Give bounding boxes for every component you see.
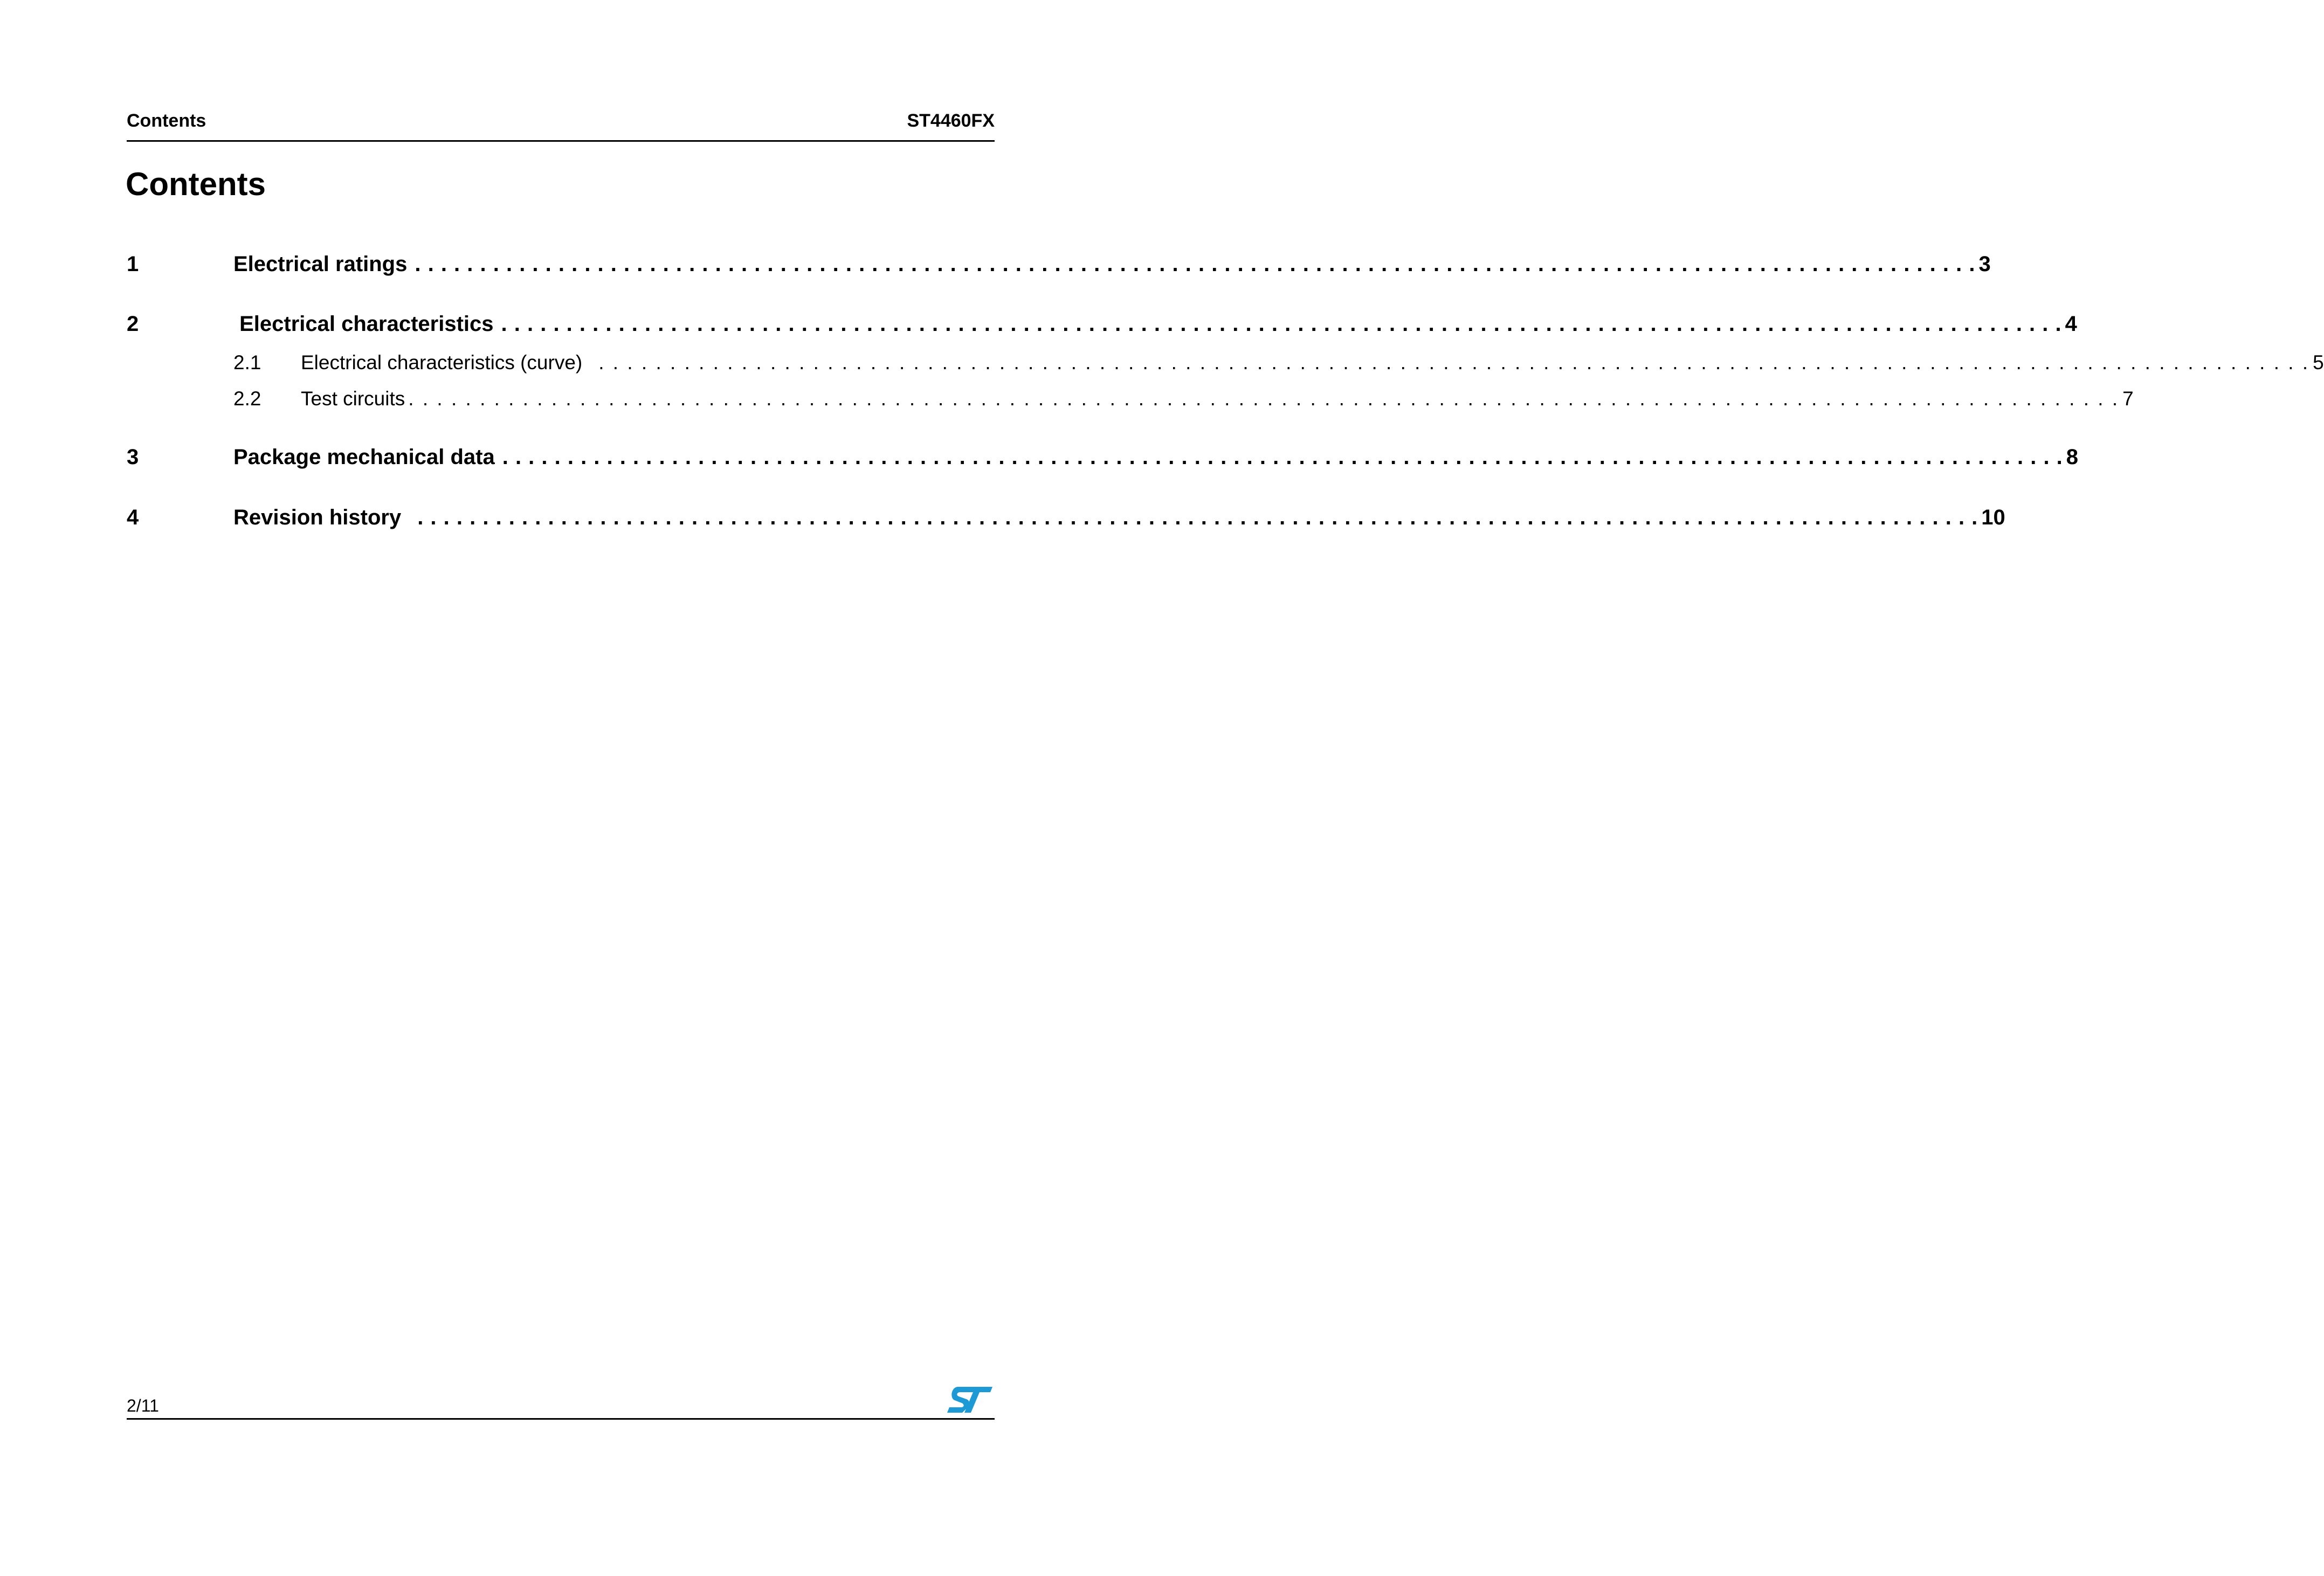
toc-entry-link[interactable]	[233, 251, 1991, 277]
header-document-id: ST4460FX	[907, 110, 995, 131]
toc-entry-link[interactable]	[233, 504, 2005, 530]
toc-entry-number: 3	[127, 445, 139, 469]
toc-entry-link[interactable]	[233, 311, 2077, 337]
toc-entry-title: Test circuits	[301, 388, 405, 410]
toc-entry-page: 3	[1978, 252, 1991, 276]
page-footer	[127, 1388, 995, 1420]
toc-entry-page: 4	[2065, 312, 2077, 336]
toc-entry-title: Revision history	[233, 506, 402, 529]
toc-entry-package-mechanical-data[interactable]	[127, 443, 2079, 473]
toc-entry-link[interactable]	[301, 386, 2134, 412]
toc-entry-title: Electrical characteristics (curve)	[301, 351, 583, 374]
toc-entry-number: 2	[127, 312, 139, 336]
toc-entry-number: 2.1	[233, 351, 261, 374]
toc-entry-title: Package mechanical data	[233, 445, 495, 469]
st-logo-icon	[947, 1386, 992, 1414]
toc-entry-link[interactable]	[301, 350, 2324, 376]
toc-dot-leader: . . . . . . . . . . . . . . . . . . . . . . . . . . . . . . . . . . . . . . . . . . . . . . . . . . . . . . . . . . . . . . . . . . . . . . . . . . . . . . . . . . . . . . . . . . . . . . . . . . . . . . . . . . . . . . . . . . . . . . . .	[415, 252, 1976, 276]
footer-page-number: 2/11	[127, 1396, 159, 1415]
header-section-title: Contents	[127, 110, 206, 131]
toc-entry-number: 4	[127, 506, 139, 529]
toc-entry-electrical-characteristics[interactable]	[127, 310, 2077, 340]
page-header	[127, 108, 995, 142]
toc-entry-page: 8	[2066, 445, 2079, 469]
toc-entry-title: Electrical characteristics	[233, 312, 494, 336]
toc-entry-number: 1	[127, 252, 139, 276]
toc-dot-leader: . . . . . . . . . . . . . . . . . . . . . . . . . . . . . . . . . . . . . . . . . . . . . . . . . . . . . . . . . . . . . . . . . . . . . . . . . . . . . . . . . . . . . . . . . . . . . . . . . . . . . . . . . . . . . . . . . . . . . . . .	[408, 388, 2120, 410]
toc-entry-electrical-ratings[interactable]	[127, 250, 1991, 280]
toc-entry-page: 5	[2313, 351, 2324, 374]
toc-dot-leader: . . . . . . . . . . . . . . . . . . . . . . . . . . . . . . . . . . . . . . . . . . . . . . . . . . . . . . . . . . . . . . . . . . . . . . . . . . . . . . . . . . . . . . . . . . . . . . . . . . . . . . . . . . . . . . . . . . . . . . . .	[417, 506, 1978, 529]
toc-dot-leader: . . . . . . . . . . . . . . . . . . . . . . . . . . . . . . . . . . . . . . . . . . . . . . . . . . . . . . . . . . . . . . . . . . . . . . . . . . . . . . . . . . . . . . . . . . . . . . . . . . . . . . . . . . . . . . . . . . . . . . . .	[501, 312, 2062, 336]
toc-subentry-electrical-characteristics-curve[interactable]	[127, 349, 2324, 379]
toc-subentry-test-circuits[interactable]	[127, 385, 2134, 415]
toc-entry-page: 10	[1981, 506, 2005, 529]
toc-dot-leader: . . . . . . . . . . . . . . . . . . . . . . . . . . . . . . . . . . . . . . . . . . . . . . . . . . . . . . . . . . . . . . . . . . . . . . . . . . . . . . . . . . . . . . . . . . . . . . . . . . . . . . . . . . . . . . . . . . . . . . . .	[502, 445, 2063, 469]
toc-entry-revision-history[interactable]	[127, 503, 2005, 534]
toc-dot-leader: . . . . . . . . . . . . . . . . . . . . . . . . . . . . . . . . . . . . . . . . . . . . . . . . . . . . . . . . . . . . . . . . . . . . . . . . . . . . . . . . . . . . . . . . . . . . . . . . . . . . . . . . . . . . . . . . . . . . . . . .	[598, 351, 2310, 374]
toc-entry-number: 2.2	[233, 388, 261, 410]
toc-entry-link[interactable]	[233, 444, 2079, 470]
toc-entry-title: Electrical ratings	[233, 252, 408, 276]
toc-entry-page: 7	[2122, 388, 2134, 410]
page-title: Contents	[126, 166, 266, 202]
